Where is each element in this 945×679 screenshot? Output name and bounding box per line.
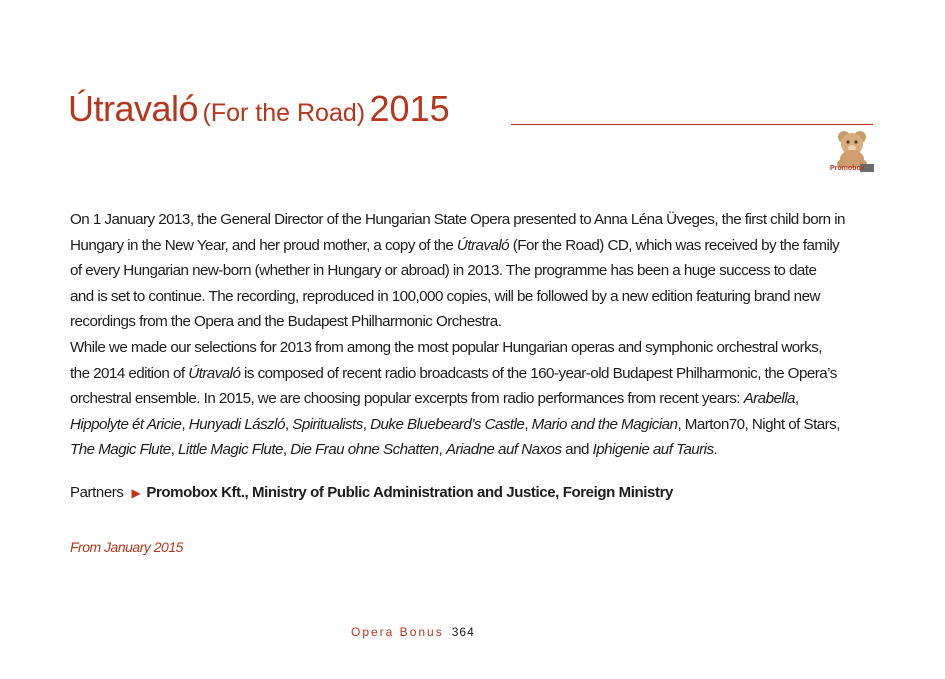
body-line (70, 284, 870, 310)
body-text-run: the 2014 edition of (70, 364, 189, 382)
italic-title: Little Magic Flute (177, 441, 283, 459)
body-text-run: , (282, 441, 291, 459)
body-text-run: Hungary in the New Year, and her proud mother, a copy of the (70, 236, 457, 254)
body-text-run: , (284, 415, 293, 433)
title-main: Útravaló (68, 88, 199, 129)
italic-title: Hunyadi László (188, 415, 285, 433)
page-number: 364 (451, 625, 475, 639)
partners-label: Partners (70, 484, 124, 501)
partners-line (70, 484, 673, 501)
body-text-run: (For the Road) CD, which was received by the family (509, 236, 840, 254)
title-rule (511, 124, 873, 125)
body-text-run: , (794, 390, 799, 408)
body-text-run: , (524, 415, 532, 433)
logo-text: Promobox (830, 165, 865, 172)
body-text-run: , (170, 441, 178, 459)
body-text-run: , (362, 415, 371, 433)
page-title (68, 88, 450, 130)
italic-title: Útravaló (456, 236, 510, 254)
body-text-run: orchestral ensemble. In 2015, we are choosing popular excerpts from radio performances from recent years: (70, 390, 744, 408)
body-text-run: , (181, 415, 189, 433)
body-text-run: While we made our selections for 2013 from among the most popular Hungarian operas and symphonic orchestral works, (70, 338, 822, 356)
title-subtitle: (For the Road) (202, 99, 366, 127)
body-text-run: On 1 January 2013, the General Director of the Hungarian State Opera presented to Anna Léna Üveges, the first child born in (70, 211, 845, 228)
body-line (70, 412, 870, 438)
triangle-right-icon: ▶ (131, 486, 141, 500)
title-year: 2015 (369, 88, 450, 129)
body-text-run: is composed of recent radio broadcasts of the 160-year-old Budapest Philharmonic, the Opera’s (240, 364, 837, 382)
page-footer (351, 625, 475, 639)
body-text-run: and (561, 441, 593, 459)
italic-title: The Magic Flute (70, 441, 171, 459)
body-line (70, 309, 870, 335)
italic-title: Mario and the Magician (531, 415, 678, 433)
body-text-run: and is set to continue. The recording, reproduced in 100,000 copies, will be followed by a new edition featuring brand new (70, 287, 820, 305)
body-text-run: . (713, 441, 718, 459)
italic-title: Útravaló (188, 364, 241, 382)
body-text-run: , Marton70, Night of Stars, (677, 415, 840, 433)
body-line (70, 437, 870, 463)
italic-title: Spiritualists (292, 415, 363, 433)
body-line (70, 361, 870, 387)
body-line (70, 386, 870, 412)
italic-title: Hippolyte ét Aricie (70, 415, 182, 433)
body-line (70, 207, 870, 233)
body-paragraph (70, 207, 870, 463)
footer-label: Opera Bonus (351, 625, 444, 639)
italic-title: Ariadne auf Naxos (445, 441, 562, 459)
italic-title: Duke Bluebeard’s Castle (370, 415, 525, 433)
partners-names: Promobox Kft., Ministry of Public Administration and Justice, Foreign Ministry (146, 484, 673, 501)
body-line (70, 335, 870, 361)
italic-title: Iphigenie auf Tauris (592, 441, 714, 459)
date-note: From January 2015 (70, 539, 183, 555)
body-text-run: , (438, 441, 446, 459)
body-line (70, 233, 870, 259)
italic-title: Die Frau ohne Schatten (290, 441, 439, 459)
body-text-run: of every Hungarian new-born (whether in Hungary or abroad) in 2013. The programme has been a huge success to date (70, 262, 817, 280)
body-line (70, 258, 870, 284)
italic-title: Arabella (743, 390, 795, 408)
body-text-run: recordings from the Opera and the Budapest Philharmonic Orchestra. (70, 313, 502, 331)
